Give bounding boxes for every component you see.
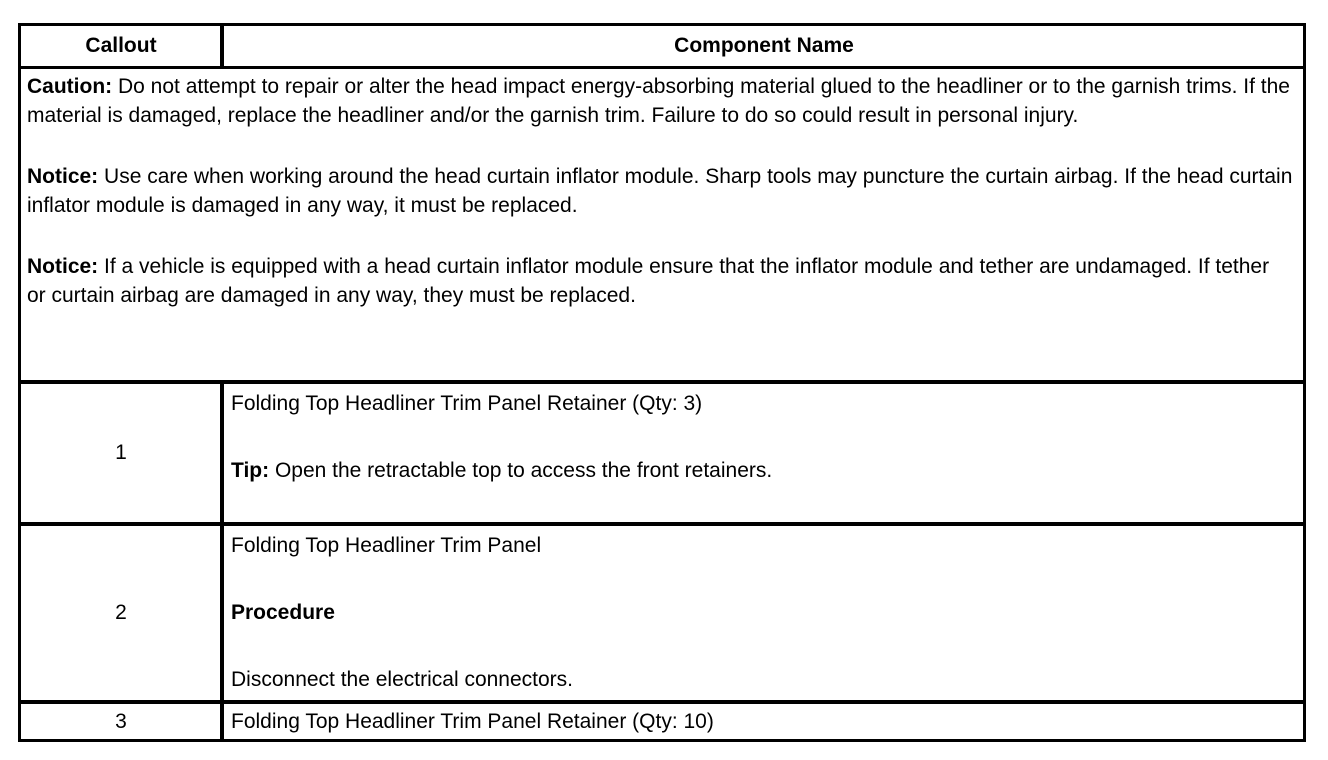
caution-label: Caution:	[27, 75, 113, 98]
notice-label-2: Notice:	[27, 255, 99, 278]
component-cell	[231, 389, 1297, 485]
callout-cell: 3	[115, 709, 127, 733]
component-table	[18, 23, 1306, 742]
header-divider	[220, 26, 224, 67]
component-name: Folding Top Headliner Trim Panel Retainer (Qty: 3)	[231, 392, 703, 415]
component-name: Folding Top Headliner Trim Panel	[231, 534, 542, 557]
procedure-step: Disconnect the electrical connectors.	[231, 668, 573, 691]
column-divider	[220, 382, 224, 742]
header-callout: Callout	[85, 34, 157, 57]
tip-text: Open the retractable top to access the front retainers.	[269, 459, 773, 482]
caution-text: Do not attempt to repair or alter the head impact energy-absorbing material glued to the headliner or to the garnish trims. If the material is damaged, replace the headliner and/or the garnish trim. Failure to do so could result in personal injury.	[27, 75, 1290, 127]
notice-note-1	[27, 162, 1293, 220]
safety-notes	[27, 72, 1293, 342]
notice-label-1: Notice:	[27, 165, 99, 188]
header-bottom-rule	[21, 66, 1303, 69]
component-cell	[231, 707, 1297, 736]
component-cell	[231, 531, 1297, 694]
procedure-heading: Procedure	[231, 601, 335, 624]
spacer	[231, 418, 1297, 427]
callout-cell: 1	[115, 441, 127, 464]
header-component-name: Component Name	[674, 34, 854, 57]
component-name: Folding Top Headliner Trim Panel Retainer (Qty: 10)	[231, 710, 714, 733]
callout-cell: 2	[115, 601, 127, 624]
tip-line	[231, 456, 1297, 485]
notice-text-1: Use care when working around the head curtain inflator module. Sharp tools may puncture the curtain airbag. If the head curtain inflator module is damaged in any way, it must be replaced.	[27, 165, 1293, 217]
tip-label: Tip:	[231, 459, 270, 482]
notice-text-2: If a vehicle is equipped with a head curtain inflator module ensure that the inflator module and tether are undamaged. If tether or curtain airbag are damaged in any way, they must be replaced.	[27, 255, 1270, 307]
caution-note	[27, 72, 1293, 130]
notice-note-2	[27, 252, 1293, 310]
